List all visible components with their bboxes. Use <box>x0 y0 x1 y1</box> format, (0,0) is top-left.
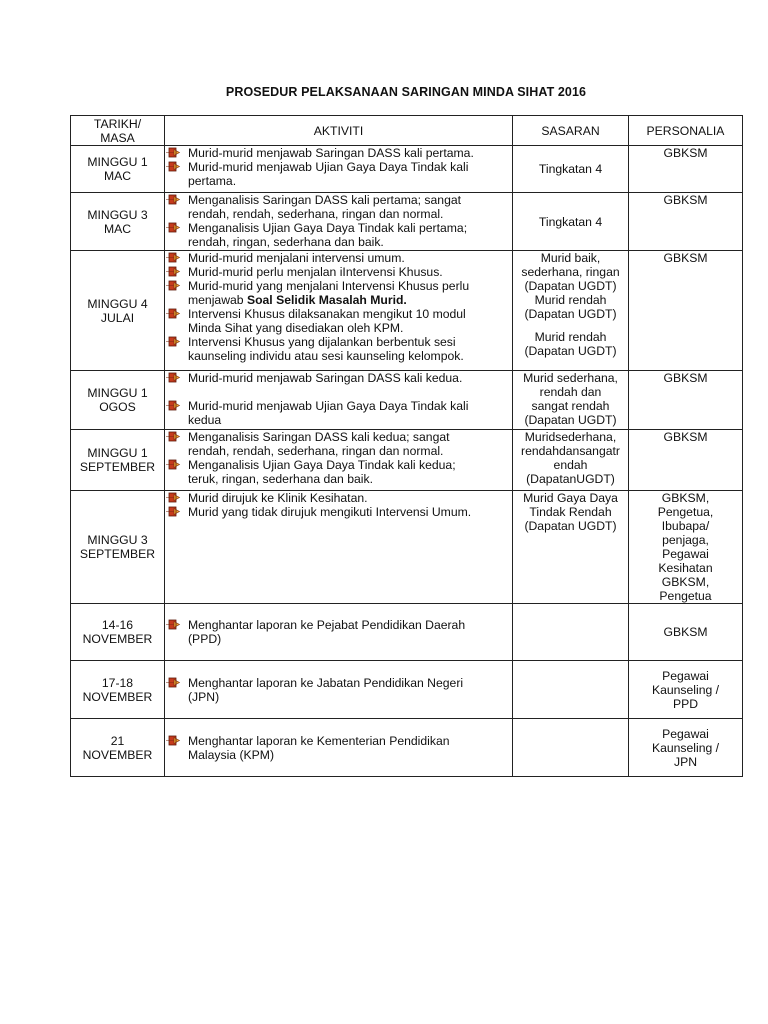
table-row <box>71 193 743 251</box>
checkbox-arrow-bullet-icon <box>165 193 181 207</box>
table-row <box>71 719 743 777</box>
checkbox-arrow-bullet-icon <box>165 458 181 472</box>
sasaran-cell: Murid sederhana, rendah dan sangat rendah (Dapatan UGDT) <box>513 371 629 430</box>
list-item: Menganalisis Ujian Gaya Daya Tindak kali kedua; teruk, ringan, sederhana dan baik. <box>165 458 512 486</box>
list-item: Intervensi Khusus yang dijalankan berbentuk sesi kaunseling individu atau sesi kaunseling kelompok. <box>165 335 512 363</box>
tarikh-cell: 17-18 NOVEMBER <box>71 661 165 719</box>
personalia-cell: GBKSM <box>629 430 743 491</box>
header-sasaran: SASARAN <box>513 116 629 146</box>
checkbox-arrow-bullet-icon <box>165 371 181 385</box>
aktiviti-cell <box>165 146 513 193</box>
checkbox-arrow-bullet-icon <box>165 505 181 519</box>
checkbox-arrow-bullet-icon <box>165 430 181 444</box>
tarikh-cell: MINGGU 1 MAC <box>71 146 165 193</box>
header-row <box>71 116 743 146</box>
aktiviti-cell <box>165 371 513 430</box>
list-item: Menghantar laporan ke Jabatan Pendidikan Negeri (JPN) <box>165 676 512 704</box>
checkbox-arrow-bullet-icon <box>165 399 181 413</box>
tarikh-cell: MINGGU 3 SEPTEMBER <box>71 491 165 604</box>
list-item: Murid-murid menjawab Ujian Gaya Daya Tindak kali pertama. <box>165 160 512 188</box>
page-title: PROSEDUR PELAKSANAAN SARINGAN MINDA SIHAT 2016 <box>225 85 587 99</box>
table-row <box>71 604 743 661</box>
sasaran-cell: Tingkatan 4 <box>513 193 629 251</box>
aktiviti-cell <box>165 661 513 719</box>
checkbox-arrow-bullet-icon <box>165 160 181 174</box>
checkbox-arrow-bullet-icon <box>165 491 181 505</box>
checkbox-arrow-bullet-icon <box>165 146 181 160</box>
personalia-cell: Pegawai Kaunseling / PPD <box>629 661 743 719</box>
list-item: Murid-murid menjawab Ujian Gaya Daya Tindak kali kedua <box>165 399 512 427</box>
checkbox-arrow-bullet-icon <box>165 279 181 293</box>
sasaran-cell <box>513 661 629 719</box>
tarikh-cell: MINGGU 3 MAC <box>71 193 165 251</box>
tarikh-cell: MINGGU 1 OGOS <box>71 371 165 430</box>
table-row <box>71 251 743 371</box>
tarikh-cell: MINGGU 4 JULAI <box>71 251 165 371</box>
checkbox-arrow-bullet-icon <box>165 265 181 279</box>
personalia-cell: GBKSM <box>629 193 743 251</box>
personalia-cell: GBKSM <box>629 604 743 661</box>
aktiviti-cell <box>165 251 513 371</box>
sasaran-cell: Murid Gaya Daya Tindak Rendah (Dapatan UGDT) <box>513 491 629 604</box>
personalia-cell: GBKSM <box>629 251 743 371</box>
procedure-table <box>70 115 743 777</box>
list-item: Menganalisis Saringan DASS kali pertama; sangat rendah, rendah, sederhana, ringan dan normal. <box>165 193 512 221</box>
list-item: Intervensi Khusus dilaksanakan mengikut 10 modul Minda Sihat yang disediakan oleh KPM. <box>165 307 512 335</box>
table-row <box>71 371 743 430</box>
aktiviti-cell <box>165 719 513 777</box>
list-item: Menghantar laporan ke Pejabat Pendidikan Daerah (PPD) <box>165 618 512 646</box>
sasaran-cell <box>513 719 629 777</box>
table-row <box>71 430 743 491</box>
bold-text: Soal Selidik Masalah Murid. <box>246 293 407 307</box>
checkbox-arrow-bullet-icon <box>165 618 181 632</box>
tarikh-cell: 14-16 NOVEMBER <box>71 604 165 661</box>
list-item: Murid-murid menjawab Saringan DASS kali pertama. <box>165 146 512 160</box>
list-item: Menganalisis Saringan DASS kali kedua; sangat rendah, rendah, sederhana, ringan dan normal. <box>165 430 512 458</box>
list-item: Murid-murid menjawab Saringan DASS kali kedua. <box>165 371 512 385</box>
header-personalia: PERSONALIA <box>629 116 743 146</box>
checkbox-arrow-bullet-icon <box>165 335 181 349</box>
personalia-cell: GBKSM <box>629 371 743 430</box>
header-aktiviti: AKTIVITI <box>165 116 513 146</box>
list-item: Murid dirujuk ke Klinik Kesihatan. <box>165 491 512 505</box>
header-tarikh: TARIKH/ MASA <box>71 116 165 146</box>
list-item: Murid-murid perlu menjalan iIntervensi Khusus. <box>165 265 512 279</box>
aktiviti-cell <box>165 430 513 491</box>
list-item: Murid-murid yang menjalani Intervensi Khusus perlu menjawab Soal Selidik Masalah Murid. <box>165 279 512 307</box>
table-row <box>71 146 743 193</box>
list-item: Murid yang tidak dirujuk mengikuti Intervensi Umum. <box>165 505 512 519</box>
personalia-cell: GBKSM, Pengetua, Ibubapa/ penjaga, Pegawai Kesihatan GBKSM, Pengetua <box>629 491 743 604</box>
list-item: Menganalisis Ujian Gaya Daya Tindak kali pertama; rendah, ringan, sederhana dan baik. <box>165 221 512 249</box>
sasaran-cell: Tingkatan 4 <box>513 146 629 193</box>
checkbox-arrow-bullet-icon <box>165 734 181 748</box>
aktiviti-cell <box>165 491 513 604</box>
sasaran-cell: Murid baik, sederhana, ringan (Dapatan UGDT) Murid rendah (Dapatan UGDT) Murid rendah (Dapatan UGDT) <box>513 251 629 371</box>
personalia-cell: Pegawai Kaunseling / JPN <box>629 719 743 777</box>
tarikh-cell: 21 NOVEMBER <box>71 719 165 777</box>
list-item: Murid-murid menjalani intervensi umum. <box>165 251 512 265</box>
aktiviti-cell <box>165 193 513 251</box>
list-item: Menghantar laporan ke Kementerian Pendidikan Malaysia (KPM) <box>165 734 512 762</box>
aktiviti-cell <box>165 604 513 661</box>
personalia-cell: GBKSM <box>629 146 743 193</box>
sasaran-cell: Muridsederhana, rendahdansangatr endah (DapatanUGDT) <box>513 430 629 491</box>
table-row <box>71 661 743 719</box>
checkbox-arrow-bullet-icon <box>165 307 181 321</box>
checkbox-arrow-bullet-icon <box>165 676 181 690</box>
checkbox-arrow-bullet-icon <box>165 251 181 265</box>
tarikh-cell: MINGGU 1 SEPTEMBER <box>71 430 165 491</box>
sasaran-cell <box>513 604 629 661</box>
table-row <box>71 491 743 604</box>
checkbox-arrow-bullet-icon <box>165 221 181 235</box>
